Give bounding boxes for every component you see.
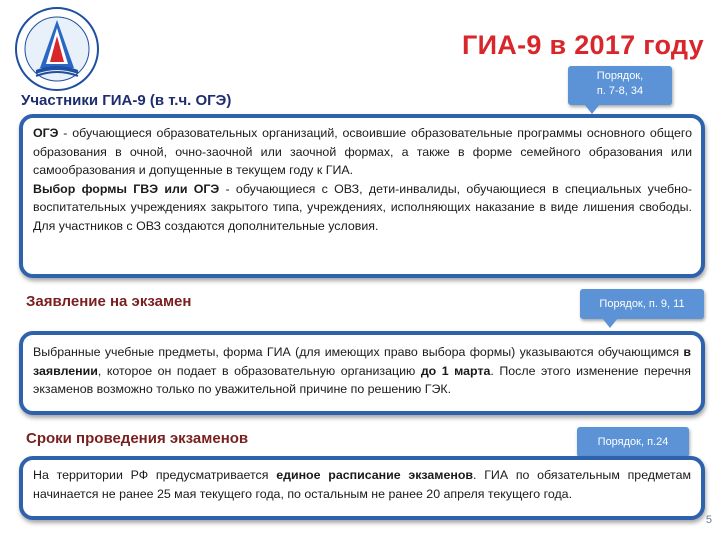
paragraph-oge — [33, 124, 692, 180]
term-bold: в заявлении — [33, 345, 691, 378]
paragraph-text: . После этого изменение перечня экзаменов возможно только по уважительной причине по решению ГЭК. — [33, 363, 692, 396]
application-text-box — [19, 331, 705, 415]
callout-order-reference: Порядок, п.24 — [577, 427, 689, 457]
paragraph-text: - обучающиеся образовательных организаций, освоившие образовательные программы основного общего образования в очной, очно-заочной или заочной формах, а также в форме семейного образования или самообразования и допущенные в текущем году к ГИА. — [33, 126, 692, 177]
paragraph-text: . ГИА по обязательным предметам начинается не ранее 25 мая текущего года, по остальным не ранее 20 апреля текущего года. — [33, 468, 691, 501]
section-heading-participants: Участники ГИА-9 (в т.ч. ОГЭ) — [21, 92, 232, 109]
paragraph-text: - обучающиеся с ОВЗ, дети-инвалиды, обучающиеся в специальных учебно-воспитательных учреждениях закрытого типа, учреждениях, исполняющих наказание в виде лишения свободы. Для участников с ОВЗ создаются дополнительные условия. — [33, 181, 692, 233]
exam-dates-text-box — [19, 456, 705, 520]
paragraph-text: Выбранные учебные предметы, форма ГИА (для имеющих право выбора формы) указываются обучающимся — [33, 345, 684, 359]
callout-order-reference — [568, 66, 672, 105]
paragraph-text: , которое он подает в образовательную организацию — [97, 363, 421, 378]
paragraph-application — [33, 343, 691, 399]
term-bold: ОГЭ — [33, 126, 59, 140]
term-bold: единое расписание экзаменов — [276, 468, 474, 482]
page-title: ГИА-9 в 2017 году — [462, 30, 704, 60]
section-heading-exam-dates: Сроки проведения экзаменов — [26, 430, 249, 447]
page-number: 5 — [705, 514, 712, 526]
term-bold: Выбор формы ГВЭ или ОГЭ — [33, 181, 220, 196]
callout-line: Порядок, — [596, 70, 644, 82]
participants-text-box — [19, 114, 705, 278]
callout-line: п. 7-8, 34 — [596, 85, 644, 97]
section-heading-application: Заявление на экзамен — [26, 293, 192, 310]
ministry-logo-icon — [14, 6, 100, 92]
callout-order-reference: Порядок, п. 9, 11 — [580, 289, 704, 319]
paragraph-form-choice — [33, 180, 692, 236]
paragraph-exam-dates — [33, 466, 691, 503]
paragraph-text: На территории РФ предусматривается — [33, 468, 277, 482]
term-bold: до 1 марта — [420, 363, 491, 378]
